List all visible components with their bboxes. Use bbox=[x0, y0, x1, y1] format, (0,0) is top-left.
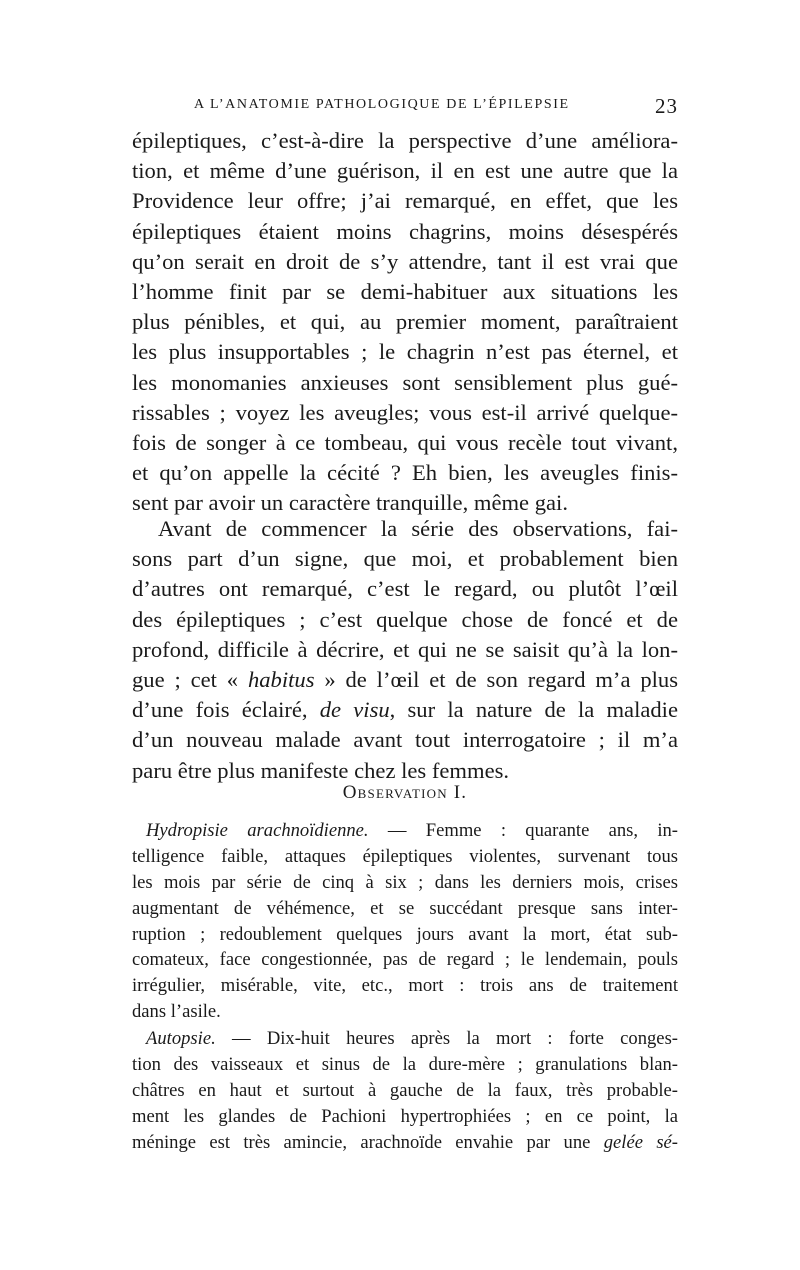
text-line: comateux, face congestionnée, pas de regard ; le lendemain, pouls bbox=[132, 949, 678, 971]
text-line: les plus insupportables ; le chagrin n’est pas éternel, et bbox=[132, 339, 678, 365]
paragraph-continuation bbox=[132, 126, 678, 518]
text-line: plus pénibles, et qui, au premier moment, paraîtraient bbox=[132, 309, 678, 335]
text-line: Avant de commencer la série des observations, fai- bbox=[158, 516, 678, 541]
text-line bbox=[132, 818, 678, 844]
running-title: A L’ANATOMIE PATHOLOGIQUE DE L’ÉPILEPSIE bbox=[194, 97, 570, 112]
text-line: profond, difficile à décrire, et qui ne se saisit qu’à la lon- bbox=[132, 636, 678, 662]
text-line: telligence faible, attaques épileptiques violentes, survenant tous bbox=[132, 845, 678, 867]
text-line: et qu’on appelle la cécité ? Eh bien, les aveugles finis- bbox=[132, 460, 678, 486]
text-segment: , sur la nature de la maladie bbox=[389, 697, 678, 723]
observation-title: Observation I. bbox=[342, 782, 468, 803]
text-line: dans l’asile. bbox=[132, 1001, 221, 1023]
text-line: d’autres ont remarqué, c’est le regard, ou plutôt l’œil bbox=[132, 576, 678, 602]
text-segment: — Femme : quarante ans, in- bbox=[368, 820, 678, 841]
text-line: paru être plus manifeste chez les femmes. bbox=[132, 757, 510, 783]
text-line: épileptiques, c’est-à-dire la perspective d’une améliora- bbox=[132, 128, 678, 153]
text-line: des épileptiques ; c’est quelque chose de foncé et de bbox=[132, 606, 678, 632]
text-segment: — Dix-huit heures après la mort : forte conges- bbox=[215, 1028, 678, 1049]
text-line: irrégulier, misérable, vite, etc., mort : trois ans de traitement bbox=[132, 975, 678, 997]
italic-term: Hydropisie arachnoïdienne. bbox=[146, 820, 369, 841]
autopsy-paragraph bbox=[132, 1026, 678, 1155]
text-line: tion, et même d’une guérison, il en est une autre que la bbox=[132, 158, 678, 184]
text-line: augmentant de véhémence, et se succédant presque sans inter- bbox=[132, 897, 678, 919]
text-segment: gue ; cet « bbox=[132, 666, 248, 692]
text-line bbox=[132, 1026, 678, 1052]
text-line bbox=[132, 665, 678, 695]
text-line: qu’on serait en droit de s’y attendre, tant il est vrai que bbox=[132, 248, 678, 274]
text-line bbox=[132, 695, 678, 725]
running-header bbox=[132, 94, 678, 120]
italic-term: gelée sé- bbox=[603, 1131, 678, 1153]
page-number: 23 bbox=[655, 94, 678, 118]
italic-term: Autopsie. bbox=[146, 1028, 216, 1049]
text-line: châtres en haut et surtout à gauche de la faux, très probable- bbox=[132, 1079, 678, 1101]
paragraph-regard bbox=[132, 514, 678, 786]
text-segment: » de l’œil et de son regard m’a plus bbox=[314, 666, 678, 692]
text-line: d’un nouveau malade avant tout interrogatoire ; il m’a bbox=[132, 727, 678, 753]
text-line: les mois par série de cinq à six ; dans les derniers mois, crises bbox=[132, 871, 678, 893]
text-line: épileptiques étaient moins chagrins, moins désespérés bbox=[132, 218, 678, 244]
text-line: sent par avoir un caractère tranquille, même gai. bbox=[132, 490, 568, 516]
text-line: rissables ; voyez les aveugles; vous est-il arrivé quelque- bbox=[132, 399, 678, 425]
observation-heading bbox=[132, 782, 678, 804]
text-line: ruption ; redoublement quelques jours avant la mort, état sub- bbox=[132, 923, 678, 945]
text-line: l’homme finit par se demi-habituer aux situations les bbox=[132, 278, 678, 304]
text-line: Providence leur offre; j’ai remarqué, en effet, que les bbox=[132, 188, 678, 214]
text-line: fois de songer à ce tombeau, qui vous recèle tout vivant, bbox=[132, 429, 678, 455]
italic-term: de visu bbox=[319, 697, 390, 723]
text-segment: d’une fois éclairé, bbox=[132, 697, 320, 723]
observation-summary bbox=[132, 818, 678, 1025]
text-line: sons part d’un signe, que moi, et probablement bien bbox=[132, 546, 678, 572]
text-segment: méninge est très amincie, arachnoïde envahie par une bbox=[132, 1131, 604, 1153]
text-line: ment les glandes de Pachioni hypertrophiées ; en ce point, la bbox=[132, 1105, 678, 1127]
text-line: les monomanies anxieuses sont sensiblement plus gué- bbox=[132, 369, 678, 395]
italic-term: habitus bbox=[247, 666, 315, 692]
text-line: tion des vaisseaux et sinus de la dure-mère ; granulations blan- bbox=[132, 1053, 678, 1075]
text-line bbox=[132, 1130, 678, 1156]
